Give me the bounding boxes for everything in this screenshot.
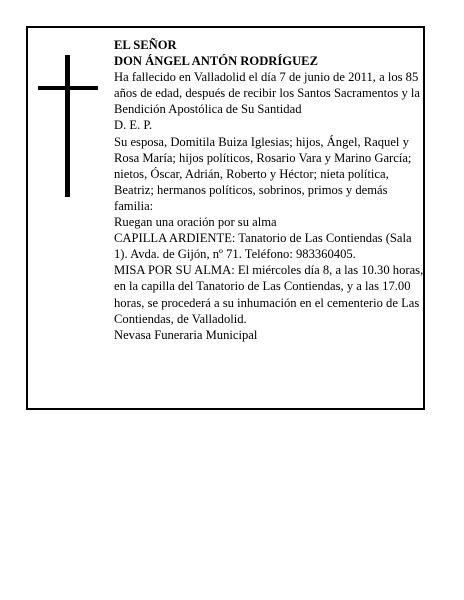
obituary-text (114, 37, 424, 343)
cross-vertical-bar (65, 55, 70, 197)
deceased-name: DON ÁNGEL ANTÓN RODRÍGUEZ (114, 54, 318, 69)
prayer-request: Ruegan una oración por su alma (114, 215, 277, 230)
chapel-info: CAPILLA ARDIENTE: Tanatorio de Las Contiendas (Sala 1). Avda. de Gijón, nº 71. Teléfono: 983360405. (114, 231, 412, 262)
heading-title: EL SEÑOR (114, 38, 177, 52)
funeral-home: Nevasa Funeraria Municipal (114, 327, 258, 342)
cross-horizontal-bar (38, 86, 98, 90)
rip-line: D. E. P. (114, 118, 153, 133)
mass-info: MISA POR SU ALMA: El miércoles día 8, a las 10.30 horas, en la capilla del Tanatorio de Las Contiendas, y a las 17.00 horas, se procederá a su inhumación en el cementerio de Las Contiendas, de Valladolid. (114, 263, 424, 326)
family-list: Su esposa, Domitila Buiza Iglesias; hijos, Ángel, Raquel y Rosa María; hijos políticos, Rosario Vara y Marino García; nietos, Óscar, Adrián, Roberto y Héctor; nieta política, Beatriz; hermanos políticos, sobrinos, primos y demás familia: (114, 134, 412, 213)
latin-cross-icon (38, 55, 98, 197)
death-announcement: Ha fallecido en Valladolid el día 7 de junio de 2011, a los 85 años de edad, después de recibir los Santos Sacramentos y la Bendición Apostólica de Su Santidad (114, 70, 421, 117)
